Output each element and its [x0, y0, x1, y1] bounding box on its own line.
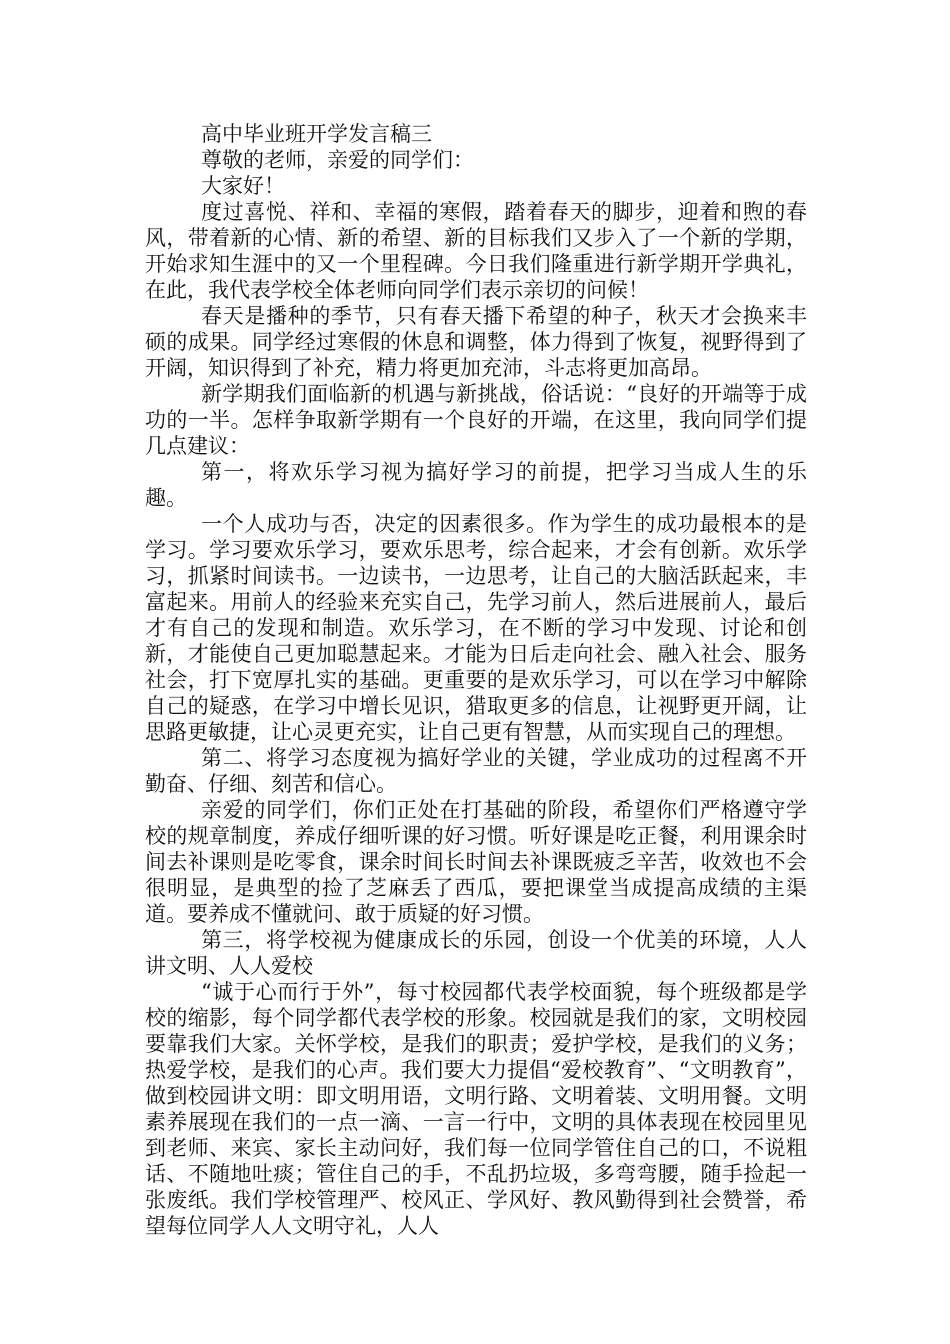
paragraph-2: 春天是播种的季节，只有春天播下希望的种子，秋天才会换来丰硕的成果。同学经过寒假的休息和调整，体力得到了恢复，视野得到了开阔，知识得到了补充，精力将更加充沛，斗志将更加高昂。 [145, 304, 807, 380]
paragraph-1: 度过喜悦、祥和、幸福的寒假，踏着春天的脚步，迎着和煦的春风，带着新的心情、新的希望、新的目标我们又步入了一个新的学期，开始求知生涯中的又一个里程碑。今日我们隆重进行新学期开学典礼，在此，我代表学校全体老师向同学们表示亲切的问候！ [145, 200, 807, 302]
salutation: 尊敬的老师，亲爱的同学们： [201, 148, 474, 172]
paragraph-9: “诚于心而行于外”，每寸校园都代表学校面貌，每个班级都是学校的缩影，每个同学都代表学校的形象。校园就是我们的家，文明校园要靠我们大家。关怀学校，是我们的职责；爱护学校，是我们的义务；热爱学校，是我们的心声。我们要大力提倡“爱校教育”、“文明教育”，做到校园讲文明：即文明用语，文明行路、文明着装、文明用餐。文明素养展现在我们的一点一滴、一言一行中，文明的具体表现在校园里见到老师、来宾、家长主动问好，我们每一位同学管住自己的口，不说粗话、不随地吐痰；管住自己的手，不乱扔垃圾，多弯弯腰，随手捡起一张废纸。我们学校管理严、校风正、学风好、教风勤得到社会赞誉，希望每位同学人人文明守礼，人人 [145, 980, 807, 1238]
document-title: 高中毕业班开学发言稿三 [201, 122, 432, 146]
paragraph-7: 亲爱的同学们，你们正处在打基础的阶段，希望你们严格遵守学校的规章制度，养成仔细听课的好习惯。听好课是吃正餐，利用课余时间去补课则是吃零食，课余时间长时间去补课既疲乏辛苦，收效也不会很明显，是典型的捡了芝麻丢了西瓜，要把课堂当成提高成绩的主渠道。要养成不懂就问、敢于质疑的好习惯。 [145, 798, 807, 926]
paragraph-4: 第一，将欢乐学习视为搞好学习的前提，把学习当成人生的乐趣。 [145, 460, 807, 510]
paragraph-5: 一个人成功与否，决定的因素很多。作为学生的成功最根本的是学习。学习要欢乐学习，要欢乐思考，综合起来，才会有创新。欢乐学习，抓紧时间读书。一边读书，一边思考，让自己的大脑活跃起来，丰富起来。用前人的经验来充实自己，先学习前人，然后进展前人，最后才有自己的发现和制造。欢乐学习，在不断的学习中发现、讨论和创新，才能使自己更加聪慧起来。才能为日后走向社会、融入社会、服务社会，打下宽厚扎实的基础。更重要的是欢乐学习，可以在学习中解除自己的疑惑，在学习中增长见识，猎取更多的信息，让视野更开阔，让思路更敏捷，让心灵更充实，让自己更有智慧，从而实现自己的理想。 [145, 512, 807, 744]
paragraph-8: 第三，将学校视为健康成长的乐园，创设一个优美的环境，人人讲文明、人人爱校 [145, 928, 807, 978]
paragraph-6: 第二、将学习态度视为搞好学业的关键，学业成功的过程离不开勤奋、仔细、刻苦和信心。 [145, 746, 807, 796]
paragraph-3: 新学期我们面临新的机遇与新挑战，俗话说：“良好的开端等于成功的一半。怎样争取新学期有一个良好的开端，在这里，我向同学们提几点建议： [145, 382, 807, 458]
document-body [145, 121, 807, 1239]
greeting: 大家好！ [201, 174, 285, 198]
